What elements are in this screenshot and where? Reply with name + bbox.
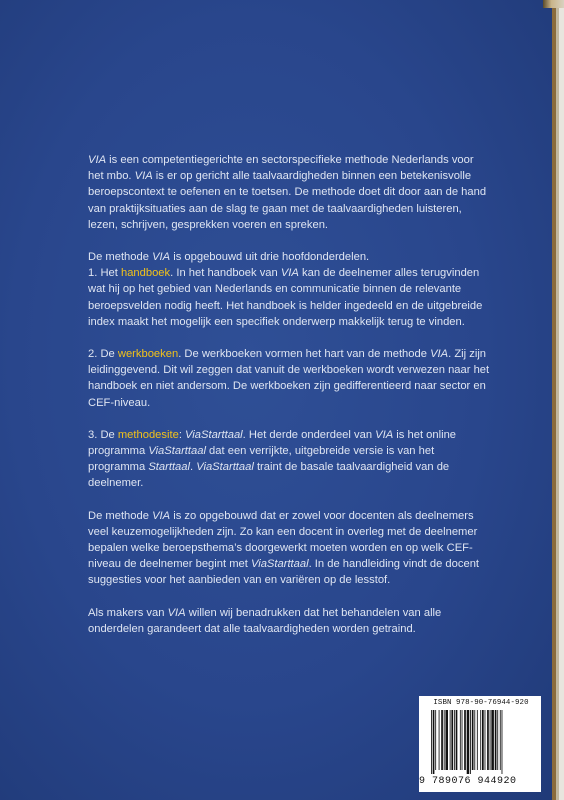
highlight-handboek: handboek [120,267,171,280]
page-edge [559,0,564,800]
barcode-icon [431,710,529,774]
barcode-label [419,696,541,792]
list-item-handboek: 1. Het handboek. In het handboek van VIA kan de deelnemer alles terugvinden wat hij op het gebied van Nederlands en communicatie binnen de relevante beroepsvelden nodig heeft. Het handboek is helder ingedeeld en de uitgebreide index maakt het mogelijk een specifiek onderwerp makkelijk terug te vinden. [88,267,483,328]
highlight-werkboeken: werkboeken [117,348,179,361]
barcode-digits: 9 789076 944920 [419,776,517,787]
blurb-text [88,152,492,637]
intro-paragraph: VIA is een competentiegerichte en sectorspecifieke methode Nederlands voor het mbo. VIA is er op gericht alle taalvaardigheden binnen een betekenisvolle beroepscontext te oefenen en te toetsen. De methode doet dit door aan de hand van praktijksituaties aan de slag te gaan met de taalvaardigheden luisteren, lezen, schrijven, gesprekken voeren en spreken. [88,154,487,231]
isbn-text: ISBN 978-90-76944-920 [433,699,529,707]
list-item-methodesite: 3. De methodesite: ViaStarttaal. Het derde onderdeel van VIA is het online programma ViaStarttaal dat een verrijkte, uitgebreide versie is van het programma Starttaal. ViaStarttaal traint de basale taalvaardigheid van de deelnemer. [88,428,457,490]
list-item-werkboeken: 2. De werkboeken. De werkboeken vormen het hart van de methode VIA. Zij zijn leidinggevend. Dit wil zeggen dat vanuit de werkboeken wordt verwezen naar het handboek en niet andersom. De werkboeken zijn gedifferentieerd naar sector en CEF-niveau. [88,348,490,409]
choice-paragraph: De methode VIA is zo opgebouwd dat er zowel voor docenten als deelnemers veel keuzemogelijkheden zijn. Zo kan een docent in overleg met de deelnemer bepalen welke beroepsthema’s doorgewerkt moeten worden en op welk CEF-niveau de deelnemer begint met ViaStarttaal. In de handleiding vindt de docent suggesties voor het aanbieden van en variëren op de lesstof. [88,509,480,587]
parts-intro: De methode VIA is opgebouwd uit drie hoofdonderdelen. [88,251,370,264]
highlight-methodesite: methodesite [117,428,179,441]
book-corner [543,0,564,8]
makers-paragraph: Als makers van VIA willen wij benadrukken dat het behandelen van alle onderdelen garandeert dat alle taalvaardigheden worden getraind. [88,606,442,635]
